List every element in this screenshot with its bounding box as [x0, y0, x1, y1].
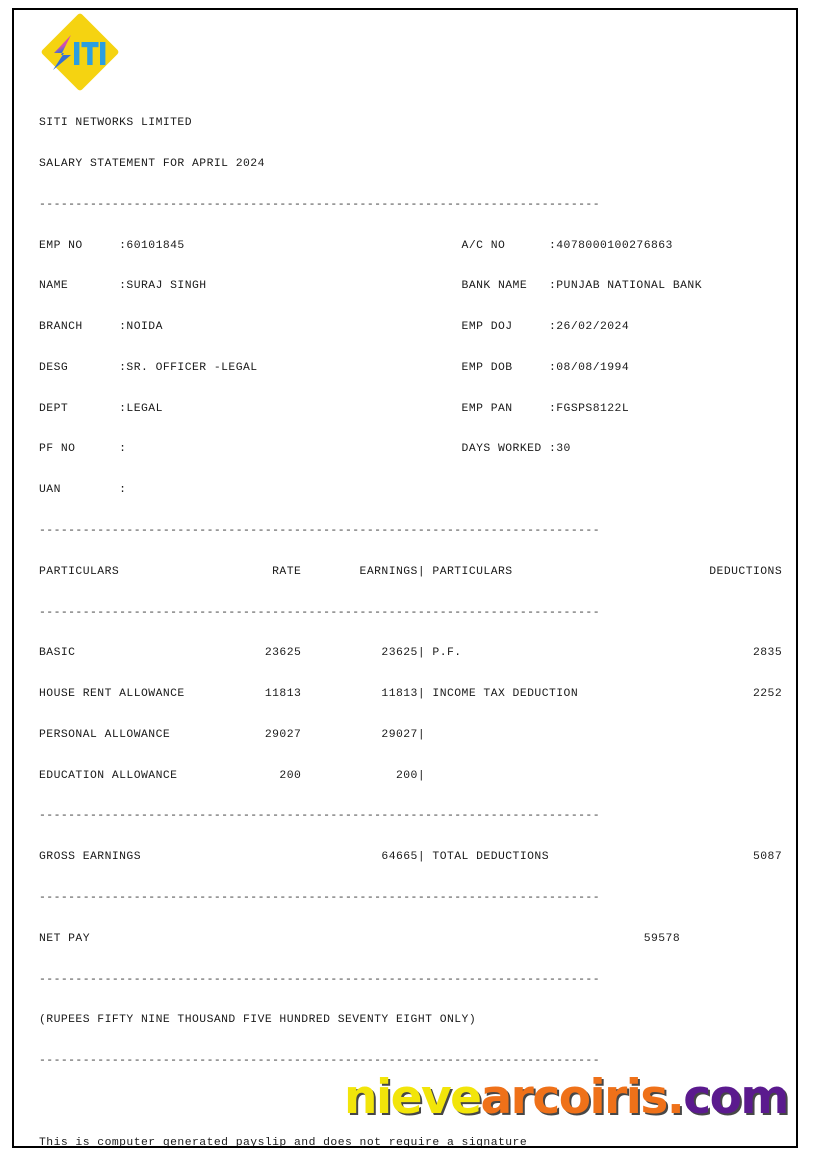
rule-line-2: ----------------------------------------------------------------------------- — [39, 525, 600, 537]
statement-title: SALARY STATEMENT FOR APRIL 2024 — [39, 157, 265, 170]
employee-line-1: EMP NO :60101845 A/C NO :4078000100276863 — [39, 239, 673, 252]
company-name: SITI NETWORKS LIMITED — [39, 117, 192, 130]
computer-generated-note: This is computer generated payslip and does not require a signature — [39, 1136, 528, 1148]
table-row: PERSONAL ALLOWANCE 29027 29027| — [39, 728, 426, 741]
site-watermark — [344, 1070, 788, 1125]
employee-line-3: BRANCH :NOIDA EMP DOJ :26/02/2024 — [39, 321, 630, 334]
watermark-part-com: com — [683, 1070, 788, 1125]
rule-line-5: ----------------------------------------------------------------------------- — [39, 892, 600, 905]
gross-totals-row: GROSS EARNINGS 64665| TOTAL DEDUCTIONS 5087 — [39, 851, 783, 864]
rule-line-3: ----------------------------------------------------------------------------- — [39, 606, 600, 619]
watermark-part-nieve: nieve — [344, 1070, 481, 1125]
employee-line-7: UAN : — [39, 484, 127, 497]
watermark-part-arcoiris: arcoiris — [480, 1070, 667, 1125]
employee-line-2: NAME :SURAJ SINGH BANK NAME :PUNJAB NATIONAL BANK — [39, 280, 702, 293]
watermark-part-dot: . — [666, 1070, 684, 1125]
rule-line-6: ----------------------------------------------------------------------------- — [39, 973, 600, 986]
table-row: BASIC 23625 23625| P.F. 2835 — [39, 647, 783, 660]
rule-line-1: ----------------------------------------------------------------------------- — [39, 198, 600, 211]
net-pay-row: NET PAY 59578 — [39, 932, 681, 945]
rule-line-4: ----------------------------------------------------------------------------- — [39, 810, 600, 823]
employee-line-5: DEPT :LEGAL EMP PAN :FGSPS8122L — [39, 402, 630, 415]
table-row: EDUCATION ALLOWANCE 200 200| — [39, 769, 426, 782]
table-row: HOUSE RENT ALLOWANCE 11813 11813| INCOME TAX DEDUCTION 2252 — [39, 688, 783, 701]
employee-line-6: PF NO : DAYS WORKED :30 — [39, 443, 571, 456]
siti-logo — [40, 22, 118, 86]
employee-line-4: DESG :SR. OFFICER -LEGAL EMP DOB :08/08/1994 — [39, 361, 630, 374]
payslip-page — [12, 8, 798, 1148]
rule-line-7: ----------------------------------------------------------------------------- — [39, 1055, 600, 1068]
amount-in-words: (RUPEES FIFTY NINE THOUSAND FIVE HUNDRED SEVENTY EIGHT ONLY) — [39, 1014, 477, 1027]
table-header-row: PARTICULARS RATE EARNINGS| PARTICULARS DEDUCTIONS — [39, 565, 783, 578]
payslip-text-body — [39, 90, 783, 1148]
logo-wordmark-icon — [40, 22, 118, 86]
